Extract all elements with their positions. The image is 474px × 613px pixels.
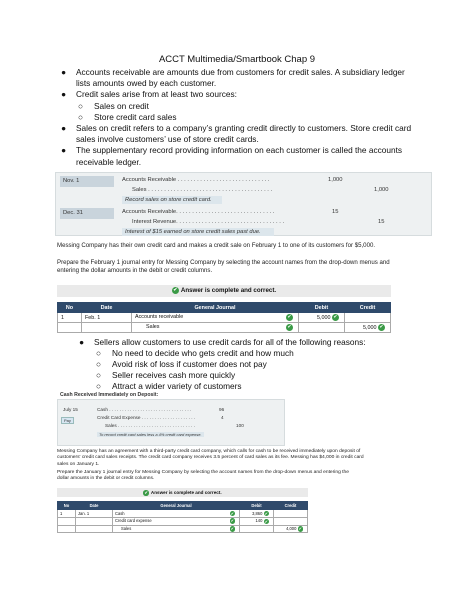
credit-input[interactable] (345, 313, 391, 323)
circle-bullet-icon: ○ (78, 100, 84, 111)
bullet-icon: ● (61, 89, 67, 100)
reasons-list (78, 337, 398, 392)
journal-account: Sales . . . . . . . . . . . . . . . . . . . . . . . . . . . . . . . . . . . . . . . (132, 187, 273, 193)
list-item: ● Accounts receivable are amounts due from customers for credit sales. A subsidiary ledger lists amounts owed by each customer. (61, 67, 405, 89)
problem-text-2: Messing Company has an agreement with a third-party credit card company, which calls for cash to be received immediately upon deposit of customers' credit card sales receipts. The credit card company receives 3.5 percent of card sales as its fee. Messing has $4,000 in credit card sales on January 1. (57, 449, 364, 467)
circle-bullet-icon: ○ (78, 111, 84, 122)
answer-panel (57, 285, 391, 333)
journal-date: July 15 (63, 407, 78, 412)
journal-note: Interest of $15 earned on store credit sales past due. (122, 228, 274, 236)
journal-debit: 15 (332, 209, 339, 215)
journal-credit: 100 (236, 423, 244, 428)
sub-list-item: ○ No need to decide who gets credit and how much (96, 347, 294, 358)
circle-bullet-icon: ○ (96, 369, 102, 380)
credit-input[interactable] (274, 517, 308, 525)
journal-date: Nov. 1 (60, 176, 114, 187)
sub-list-item: ○ Avoid risk of loss if customer does not pay (96, 358, 267, 369)
check-icon: ✔ (287, 314, 292, 320)
table-row (58, 323, 391, 333)
row-no (58, 517, 76, 525)
journal-credit: 15 (378, 219, 385, 225)
account-select[interactable]: Sales ✔ (132, 323, 299, 333)
account-select[interactable]: Accounts receivable ✔ (132, 313, 299, 323)
check-icon: ✔ (230, 510, 234, 516)
debit-input[interactable]: 3,860 ✔ (240, 510, 274, 518)
column-header: General Journal (132, 303, 299, 313)
row-date: Feb. 1 (82, 313, 132, 323)
bullet-icon: ● (79, 337, 85, 347)
answer-header: ✔ Answer is complete and correct. (57, 285, 391, 297)
list-item: ● The supplementary record providing information on each customer is called the accounts receivable ledger. (61, 145, 403, 167)
column-header: No (58, 502, 76, 510)
table-row (58, 525, 308, 533)
table-header-row (58, 502, 308, 510)
journal-note: Record sales on store credit card. (122, 196, 222, 204)
table-row (58, 517, 308, 525)
column-header: Debit (240, 502, 274, 510)
check-icon: ✔ (230, 526, 234, 532)
sub-list-item: ○ Store credit card sales (78, 111, 177, 122)
sub-list-item: ○ Sales on credit (78, 100, 149, 111)
column-header: Credit (345, 303, 391, 313)
journal-account: Accounts Receivable . . . . . . . . . . . . . . . . . . . . . . . . . . . . . (122, 177, 270, 183)
check-icon: ✔ (173, 286, 178, 293)
journal-account: Accounts Receivable. . . . . . . . . . . . . . . . . . . . . . . . . . . . . . . (122, 209, 275, 215)
sub-list-item: ○ Attract a wider variety of customers (96, 380, 242, 391)
answer-header: ✔ Answer is complete and correct. (57, 488, 308, 497)
account-select[interactable]: Cash ✔ (113, 510, 240, 518)
circle-bullet-icon: ○ (96, 380, 102, 391)
list-item: ● Credit sales arise from at least two sources: (61, 89, 237, 100)
check-icon: ✔ (333, 314, 338, 320)
column-header: Debit (299, 303, 345, 313)
credit-input[interactable]: 5,000 ✔ (345, 323, 391, 333)
column-header: Credit (274, 502, 308, 510)
bullet-icon: ● (61, 123, 67, 134)
column-header: No (58, 303, 82, 313)
journal-entry-image-2 (57, 392, 285, 446)
bullet-icon: ● (61, 67, 67, 77)
column-header: Date (76, 502, 113, 510)
debit-input[interactable]: 140 ✔ (240, 517, 274, 525)
credit-input[interactable] (274, 510, 308, 518)
journal-credit: 1,000 (374, 187, 389, 193)
journal-account: Credit Card Expense . . . . . . . . . . . . . . . . . . . . . (97, 415, 196, 420)
page-title: ACCT Multimedia/Smartbook Chap 9 (158, 54, 316, 65)
row-no: 1 (58, 313, 82, 323)
journal-caption: Cash Received Immediately on Deposit: (60, 392, 159, 398)
column-header: General Journal (113, 502, 240, 510)
table-row (58, 313, 391, 323)
list-item: ● Sellers allow customers to use credit cards for all of the following reasons: (79, 337, 366, 347)
pay-tag: Pay (61, 417, 74, 424)
journal-table (57, 302, 391, 333)
bullet-list (60, 67, 420, 168)
row-no: 1 (58, 510, 76, 518)
row-no (58, 525, 76, 533)
sub-list-item: ○ Seller receives cash more quickly (96, 369, 236, 380)
answer-panel-2 (57, 488, 308, 533)
journal-debit: 4 (221, 415, 224, 420)
credit-input[interactable]: 4,000 ✔ (274, 525, 308, 533)
circle-bullet-icon: ○ (96, 358, 102, 369)
account-select[interactable]: Sales ✔ (113, 525, 240, 533)
row-no (58, 323, 82, 333)
journal-debit: 96 (219, 407, 225, 412)
check-icon: ✔ (230, 518, 234, 524)
debit-input[interactable] (240, 525, 274, 533)
journal-account: Cash . . . . . . . . . . . . . . . . . . . . . . . . . . . . . . . . (97, 407, 192, 412)
instruction-text-2: Prepare the January 1 journal entry for Messing Company by selecting the account names from the drop-down menus and entering the dollar amounts in the debit or credit columns. (57, 470, 349, 482)
debit-input[interactable]: 5,000 ✔ (299, 313, 345, 323)
account-select[interactable]: Credit card expense ✔ (113, 517, 240, 525)
check-icon: ✔ (144, 490, 148, 496)
check-icon: ✔ (264, 518, 268, 524)
row-date (76, 525, 113, 533)
journal-note: To record credit card sales less a 4% credit card expense. (99, 432, 202, 437)
check-icon: ✔ (298, 526, 302, 532)
row-date: Jan. 1 (76, 510, 113, 518)
list-item: ● Sales on credit refers to a company’s granting credit directly to customers. Store credit card sales involve customers’ use of store credit cards. (61, 123, 412, 145)
check-icon: ✔ (379, 324, 384, 330)
journal-date: Dec. 31 (60, 208, 114, 219)
problem-text: Messing Company has their own credit card and makes a credit sale on February 1 to one of its customers for $5,000. (57, 242, 376, 249)
bullet-icon: ● (61, 145, 67, 156)
row-date (82, 323, 132, 333)
check-icon: ✔ (287, 324, 292, 330)
check-icon: ✔ (264, 510, 268, 516)
journal-table-2 (57, 501, 308, 533)
journal-account: Sales . . . . . . . . . . . . . . . . . . . . . . . . . . . . . . (105, 423, 195, 428)
column-header: Date (82, 303, 132, 313)
instruction-text: Prepare the February 1 journal entry for Messing Company by selecting the account names from the drop-down menus and entering the dollar amounts in the debit or credit columns. (57, 259, 390, 274)
journal-account: Interest Revenue. . . . . . . . . . . . . . . . . . . . . . . . . . . . . . . . . . (132, 219, 285, 225)
table-row (58, 510, 308, 518)
journal-entry-image (55, 172, 432, 236)
debit-input[interactable] (299, 323, 345, 333)
row-date (76, 517, 113, 525)
circle-bullet-icon: ○ (96, 347, 102, 358)
journal-debit: 1,000 (328, 177, 343, 183)
table-header-row (58, 303, 391, 313)
